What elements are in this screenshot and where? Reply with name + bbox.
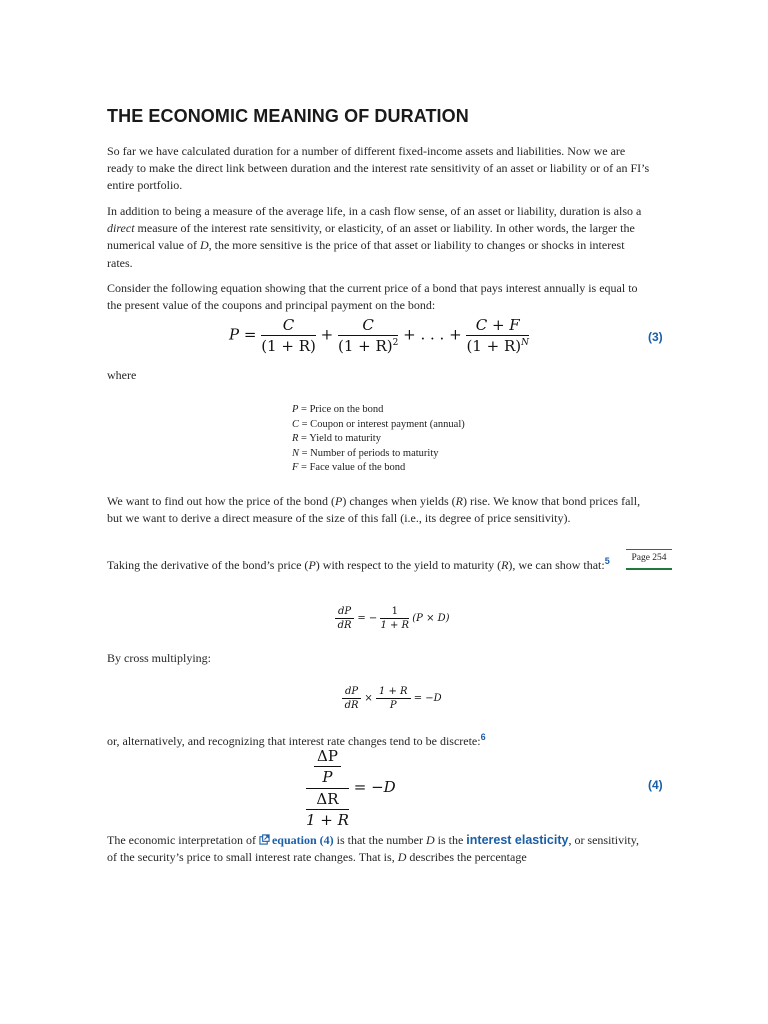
equation-cross: $\frac{dP}{dR}$ × $\frac{1 + R}{P}$ = −D bbox=[342, 686, 442, 711]
paragraph-intro: So far we have calculated duration for a number of different fixed-income assets and liabilities. Now we are ready to make the direct link between duration and the interest rate sensitivity of an asset or liability or of an FI’s entire portfolio. bbox=[107, 144, 650, 193]
paragraph-discrete: or, alternatively, and recognizing that interest rate changes tend to be discrete:$^6$ bbox=[107, 732, 486, 748]
equation-number-4: (4) bbox=[648, 778, 663, 792]
definition-row: F = Face value of the bond bbox=[292, 462, 406, 474]
footnote-5-link[interactable]: 5 bbox=[604, 556, 610, 566]
definition-row: N = Number of periods to maturity bbox=[292, 447, 439, 459]
where-label: where bbox=[107, 368, 137, 382]
equation-4: $\frac{\frac{\Delta P}{P}}{\frac{\Delta R}{1 + R}}$ = −D bbox=[306, 747, 396, 829]
paragraph-price-change: We want to find out how the price of the bond (P) changes when yields (R) rise. We know that bond prices fall, but we want to derive a direct measure of the size of this fall (i.e., its degree of price sensitivity). bbox=[107, 494, 641, 526]
page-marker: Page 254 bbox=[626, 549, 672, 570]
definition-row: R = Yield to maturity bbox=[292, 433, 381, 445]
paragraph-interpretation: The economic interpretation of equation (4) is that the number D is the interest elasticity, or sensitivity, of the security’s price to small interest rate changes. That is, D describes the percentage bbox=[107, 833, 639, 865]
paragraph-consider: Consider the following equation showing that the current price of a bond that pays interest annually is equal to the present value of the coupons and principal payment on the bond: bbox=[107, 281, 638, 313]
definition-list bbox=[292, 403, 465, 476]
paragraph-direct-measure: In addition to being a measure of the average life, in a cash flow sense, of an asset or liability, duration is also a direct measure of the interest rate sensitivity, or elasticity, of an asset or liability. In other words, the larger the numerical value of D, the more sensitive is the price of that asset or liability to changes or shocks in interest rates. bbox=[107, 204, 642, 270]
equation-number-3: (3) bbox=[648, 330, 663, 344]
interest-elasticity-term-link[interactable]: interest elasticity bbox=[466, 833, 569, 847]
footnote-6-link[interactable]: 6 bbox=[480, 732, 486, 742]
equation-derivative: $\frac{dP}{dR}$ = − $\frac{1}{1 + R}$ (P × D) bbox=[335, 606, 450, 631]
definition-row: P = Price on the bond bbox=[292, 404, 384, 415]
equation-3: P = $\frac{C}{(1 + R)}$ + $\frac{C}{(1 + R)^2}$ + . . . + $\frac{C + F}{(1 + R)^N}$ bbox=[229, 316, 529, 355]
section-heading: THE ECONOMIC MEANING OF DURATION bbox=[107, 106, 469, 126]
equation-4-link[interactable]: equation (4) bbox=[259, 833, 334, 847]
paragraph-derivative: Taking the derivative of the bond’s price (P) with respect to the yield to maturity (R), we can show that:$^5$ bbox=[107, 556, 610, 572]
paragraph-cross-multiplying: By cross multiplying: bbox=[107, 651, 212, 665]
external-link-icon bbox=[259, 834, 270, 845]
definition-row: C = Coupon or interest payment (annual) bbox=[292, 418, 465, 430]
